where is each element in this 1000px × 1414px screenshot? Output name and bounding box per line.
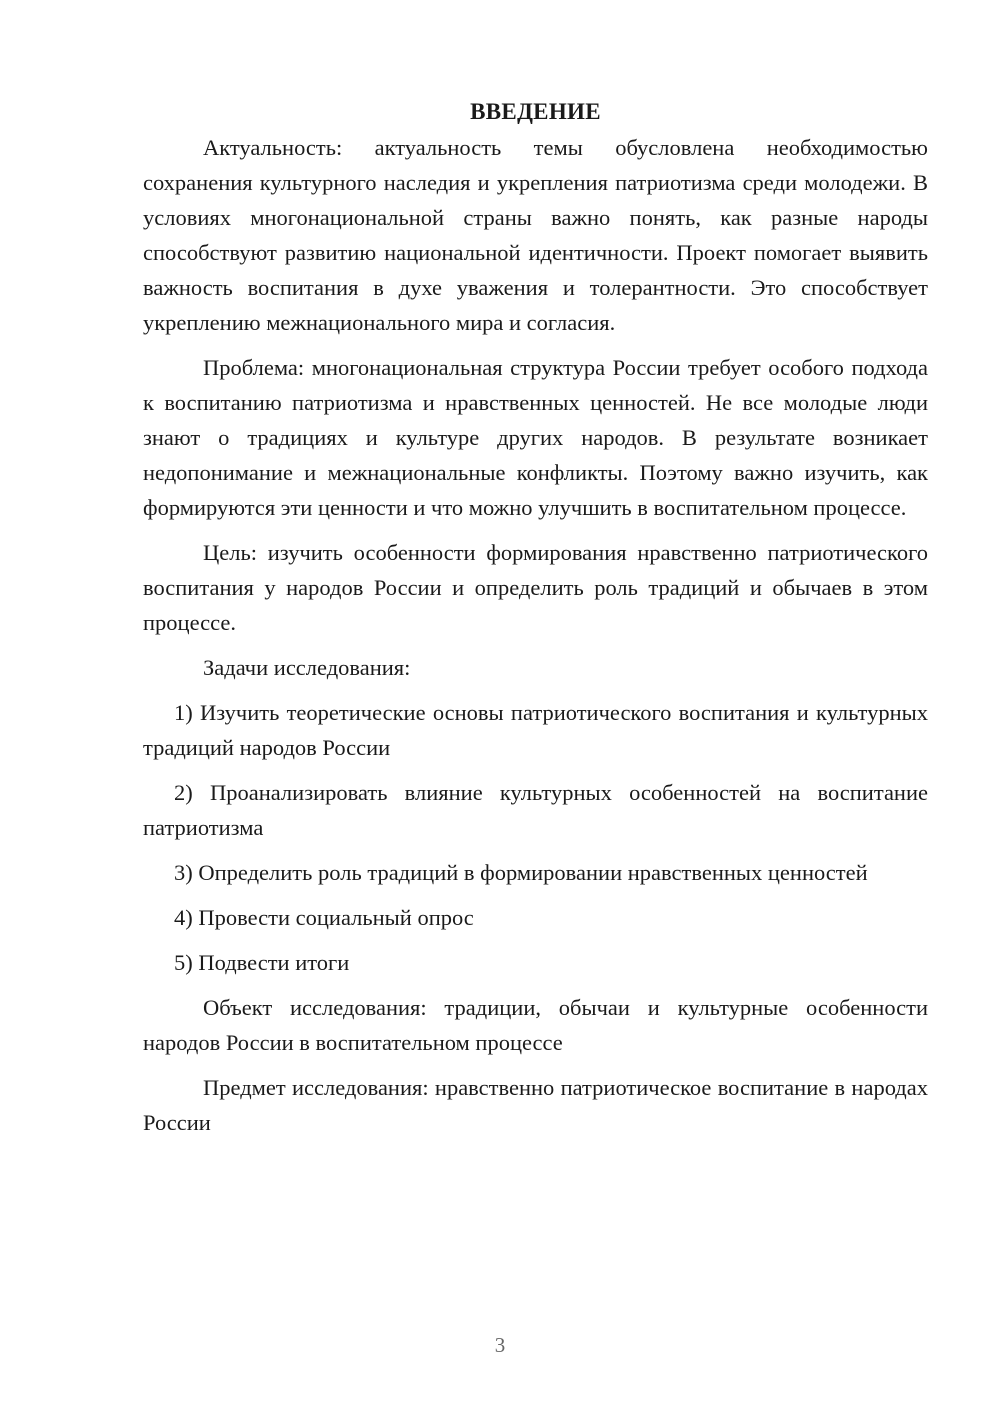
goal-paragraph: Цель: изучить особенности формирования нравственно патриотического воспитания у народов России и определить роль традиций и обычаев в этом процессе. bbox=[143, 540, 928, 635]
task-item: 3) Определить роль традиций в формировании нравственных ценностей bbox=[174, 860, 868, 885]
task-item: 2) Проанализировать влияние культурных особенностей на воспитание патриотизма bbox=[143, 780, 928, 840]
task-item: 4) Провести социальный опрос bbox=[174, 905, 474, 930]
subject-paragraph: Предмет исследования: нравственно патриотическое воспитание в народах России bbox=[143, 1075, 928, 1135]
task-item: 1) Изучить теоретические основы патриотического воспитания и культурных традиций народов России bbox=[143, 700, 928, 760]
tasks-heading: Задачи исследования: bbox=[203, 655, 411, 680]
object-paragraph: Объект исследования: традиции, обычаи и культурные особенности народов России в воспитательном процессе bbox=[143, 995, 928, 1055]
relevance-paragraph: Актуальность: актуальность темы обусловлена необходимостью сохранения культурного наследия и укрепления патриотизма среди молодежи. В условиях многонациональной страны важно понять, как разные народы способствуют развитию национальной идентичности. Проект помогает выявить важность воспитания в духе уважения и толерантности. Это способствует укреплению межнационального мира и согласия. bbox=[143, 135, 928, 335]
page-title: ВВЕДЕНИЕ bbox=[470, 99, 601, 124]
page-number: 3 bbox=[494, 1333, 506, 1357]
task-item: 5) Подвести итоги bbox=[174, 950, 350, 975]
tasks-list bbox=[143, 695, 928, 980]
problem-paragraph: Проблема: многонациональная структура России требует особого подхода к воспитанию патриотизма и нравственных ценностей. Не все молодые люди знают о традициях и культуре других народов. В результате возникает недопонимание и межнациональные конфликты. Поэтому важно изучить, как формируются эти ценности и что можно улучшить в воспитательном процессе. bbox=[143, 355, 928, 520]
document-page bbox=[143, 94, 928, 1150]
